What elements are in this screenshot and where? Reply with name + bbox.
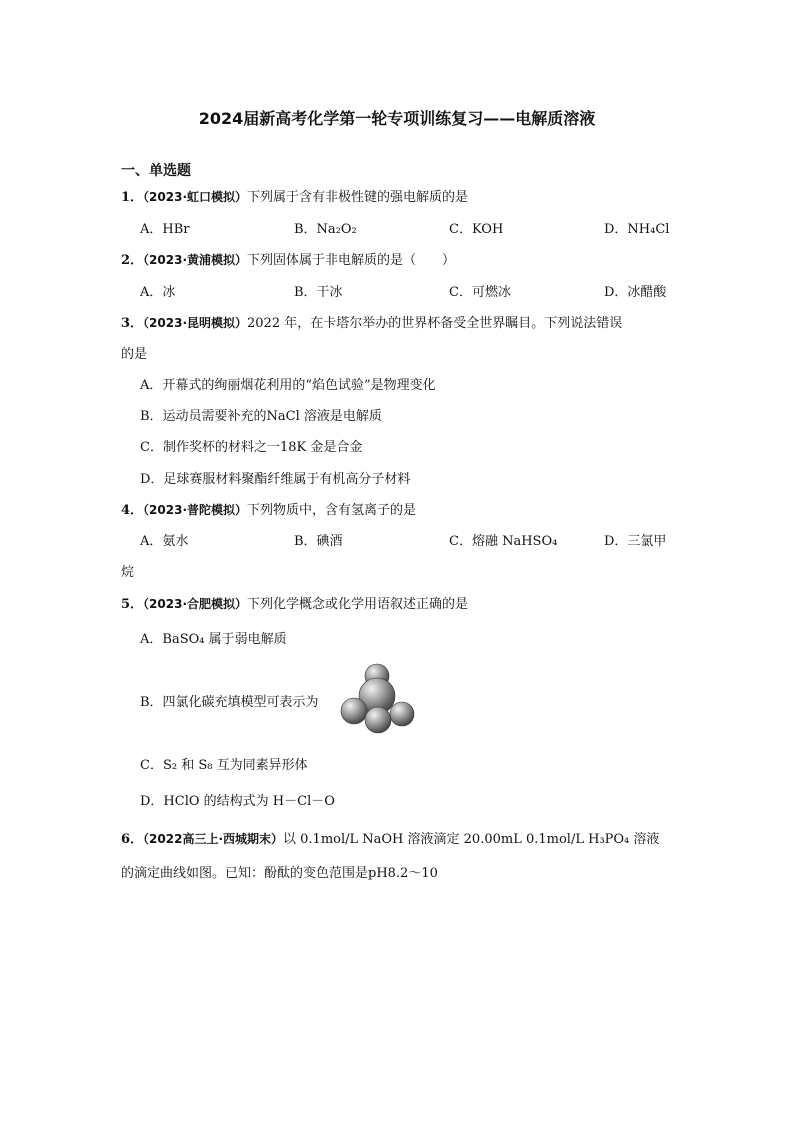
question-number: 1． xyxy=(121,190,144,205)
option-c: C．S₂ 和 S₈ 互为同素异形体 xyxy=(140,758,308,773)
option-d: D．冰醋酸 xyxy=(604,285,667,300)
option-a: A．开幕式的绚丽烟花利用的“焰色试验”是物理变化 xyxy=(140,378,436,393)
question-number: 5． xyxy=(121,597,144,612)
option-a: A．HBr xyxy=(140,222,190,237)
question-6 xyxy=(121,828,659,847)
option-b: B．碘酒 xyxy=(294,534,343,549)
question-stem: 2022 年，在卡塔尔举办的世界杯备受全世界瞩目。下列说法错误 xyxy=(247,316,623,331)
option-a: A．冰 xyxy=(140,285,176,300)
question-number: 2． xyxy=(121,253,144,268)
option-c: C．可燃冰 xyxy=(449,285,511,300)
option-d: D．三氯甲 xyxy=(604,534,667,549)
question-3 xyxy=(121,312,622,331)
option-c: C．KOH xyxy=(449,222,504,237)
question-stem-continued: 的滴定曲线如图。已知：酚酞的变色范围是pH8.2～10 xyxy=(121,866,438,881)
question-source: （2022高三上·西城期末） xyxy=(143,832,284,846)
question-stem: 下列物质中，含有氢离子的是 xyxy=(247,503,417,518)
option-a: A．氨水 xyxy=(140,534,189,549)
question-1 xyxy=(121,186,468,205)
option-c: C．熔融 NaHSO₄ xyxy=(449,534,558,549)
question-source: （2023·虹口模拟） xyxy=(143,190,248,204)
question-source: （2023·黄浦模拟） xyxy=(143,253,248,267)
question-stem: 以 0.1mol/L NaOH 溶液滴定 20.00mL 0.1mol/L H₃PO₄ 溶液 xyxy=(283,832,660,847)
question-source: （2023·普陀模拟） xyxy=(143,503,248,517)
question-stem-continued: 的是 xyxy=(121,347,148,362)
option-d-wrap: 烷 xyxy=(121,565,135,580)
question-number: 6． xyxy=(121,832,144,847)
ccl4-model-icon xyxy=(340,662,416,734)
question-source: （2023·昆明模拟） xyxy=(143,316,248,330)
option-d: D．足球赛服材料聚酯纤维属于有机高分子材料 xyxy=(140,472,411,487)
option-a: A．BaSO₄ 属于弱电解质 xyxy=(140,632,287,647)
option-d: D．NH₄Cl xyxy=(604,222,670,237)
option-b: B．干冰 xyxy=(294,285,343,300)
question-stem: 下列固体属于非电解质的是（ ） xyxy=(247,253,456,268)
option-b: B．Na₂O₂ xyxy=(294,222,357,237)
question-stem: 下列化学概念或化学用语叙述正确的是 xyxy=(247,597,469,612)
question-source: （2023·合肥模拟） xyxy=(143,597,248,611)
question-stem: 下列属于含有非极性键的强电解质的是 xyxy=(247,190,469,205)
page-title: 2024届新高考化学第一轮专项训练复习——电解质溶液 xyxy=(198,109,596,128)
question-4 xyxy=(121,499,416,518)
option-b: B．运动员需要补充的NaCl 溶液是电解质 xyxy=(140,409,382,424)
question-number: 4． xyxy=(121,503,144,518)
option-d: D．HClO 的结构式为 H－Cl－O xyxy=(140,794,335,809)
section-heading: 一、单选题 xyxy=(121,163,191,179)
question-number: 3． xyxy=(121,316,144,331)
option-b: B．四氯化碳充填模型可表示为 xyxy=(140,695,319,710)
question-5 xyxy=(121,593,468,612)
question-2 xyxy=(121,249,455,268)
option-c: C．制作奖杯的材料之一18K 金是合金 xyxy=(140,440,363,455)
